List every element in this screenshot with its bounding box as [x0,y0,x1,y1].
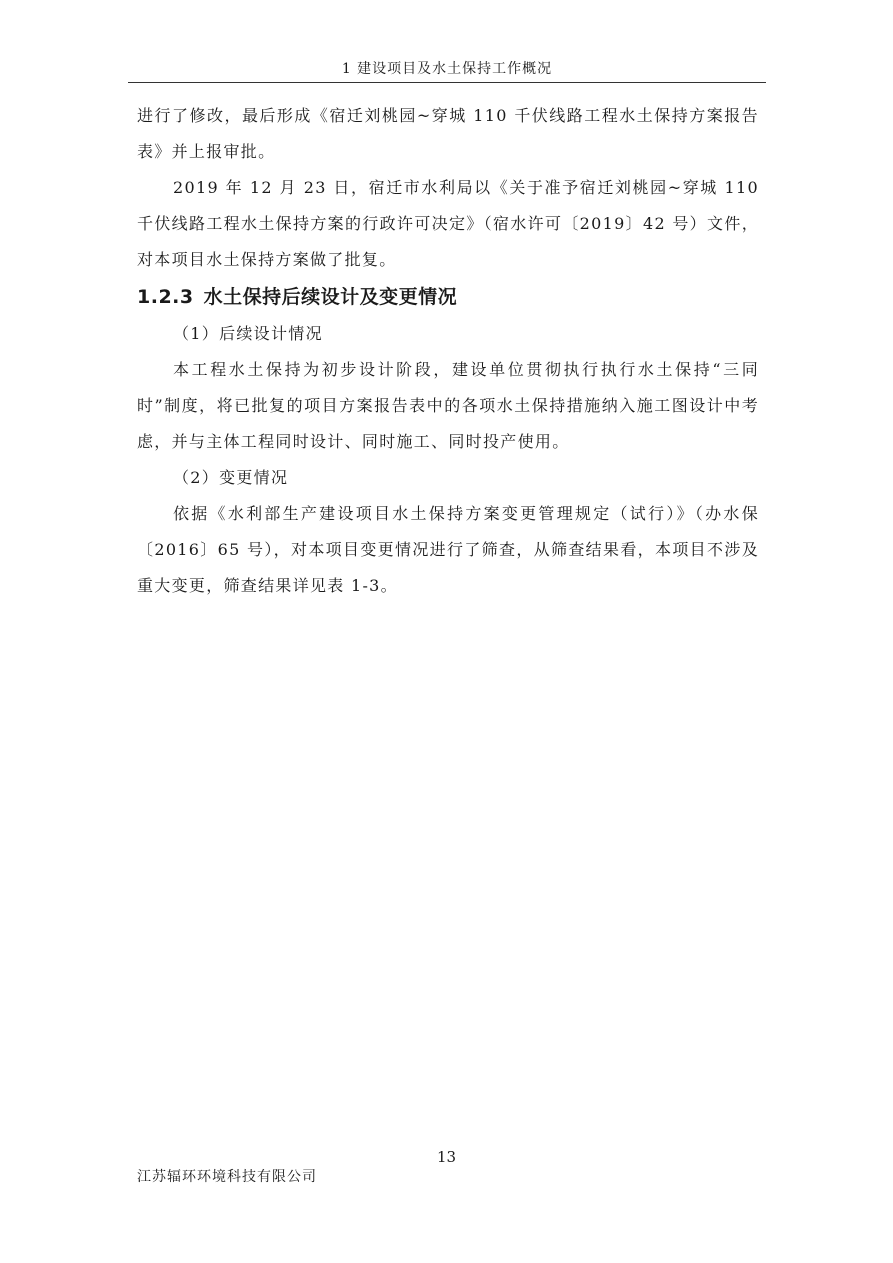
item-label-design: （1）后续设计情况 [173,324,323,343]
section-heading [137,280,759,314]
paragraph-continuation: 进行了修改，最后形成《宿迁刘桃园~穿城 110 千伏线路工程水土保持方案报告表》并上报审批。 [137,106,759,161]
paragraph-design: 本工程水土保持为初步设计阶段，建设单位贯彻执行执行水土保持“三同时”制度，将已批复的项目方案报告表中的各项水土保持措施纳入施工图设计中考虑，并与主体工程同时设计、同时施工、同时投产使用。 [137,360,759,451]
footer-company: 江苏辐环环境科技有限公司 [137,1169,317,1185]
section-title: 水土保持后续设计及变更情况 [203,286,458,308]
item-label-change: （2）变更情况 [173,468,289,487]
paragraph-change: 依据《水利部生产建设项目水土保持方案变更管理规定（试行）》（办水保〔2016〕65 号），对本项目变更情况进行了筛查，从筛查结果看，本项目不涉及重大变更，筛查结果详见表 1-3。 [137,504,759,595]
section-number: 1.2.3 [137,286,194,308]
header-rule [128,82,766,83]
running-header: 1 建设项目及水土保持工作概况 [341,61,553,77]
page-number: 13 [436,1148,457,1166]
paragraph-approval: 2019 年 12 月 23 日，宿迁市水利局以《关于准予宿迁刘桃园~穿城 110 千伏线路工程水土保持方案的行政许可决定》（宿水许可〔2019〕42 号）文件，对本项目水土保持方案做了批复。 [137,178,759,269]
page-body [137,98,759,604]
